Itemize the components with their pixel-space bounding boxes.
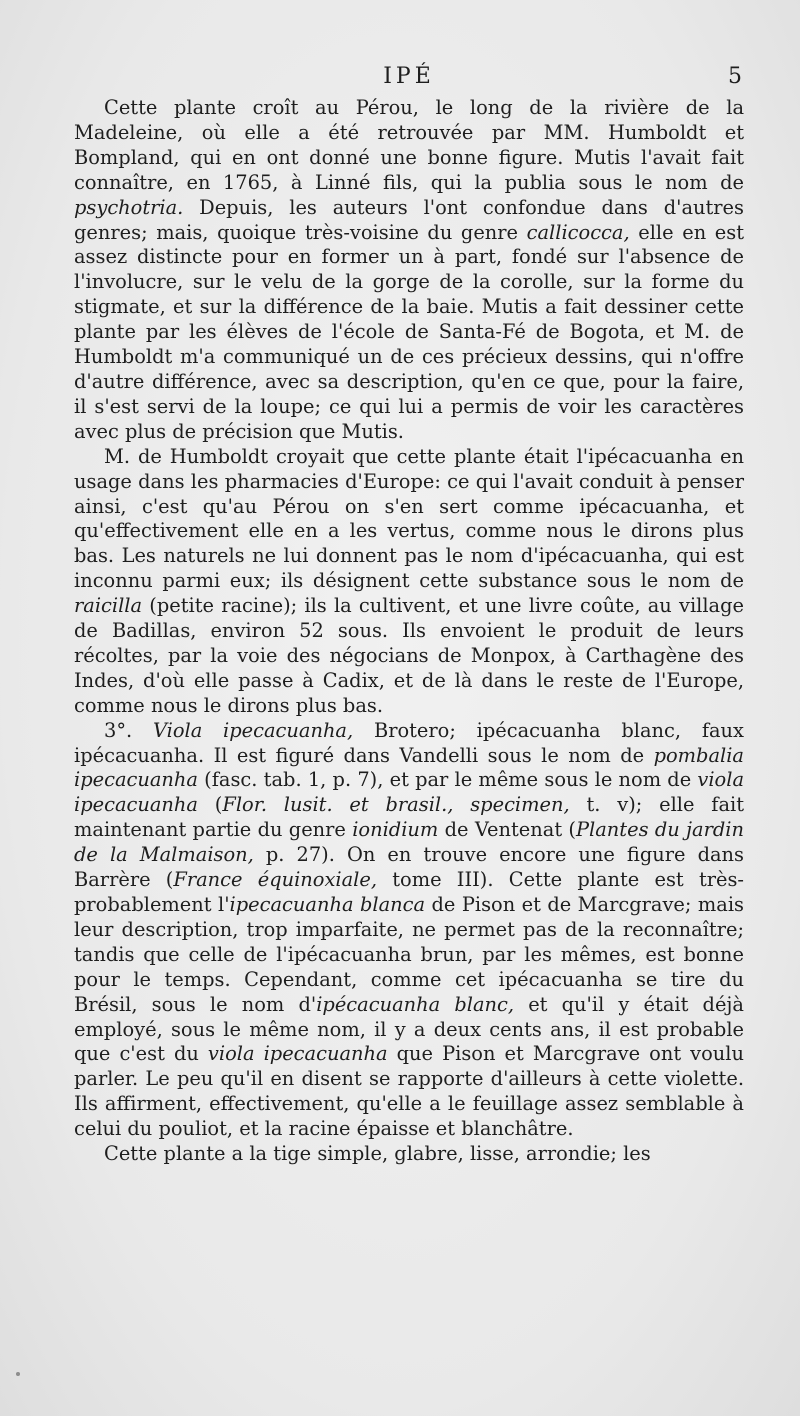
- text-run: (: [197, 793, 223, 817]
- italic-run: Flor. lusit. et brasil., specimen,: [222, 793, 570, 817]
- text-run: 3°.: [104, 718, 153, 742]
- italic-run: Plantes du jardin de la Malmaison,: [74, 818, 744, 867]
- paragraph: [74, 96, 744, 445]
- italic-run: ipecacuanha blanca: [229, 893, 426, 916]
- italic-run: pombalia ipecacuanha: [74, 743, 744, 792]
- text-run: elle en est assez distincte pour en former un à part, fondé sur l'absence de l'involucre, sur le velu de la gorge de la corolle, sur la forme du stigmate, et sur la différence de la baie. Mutis a fait dessiner cette plante par les élèves de l'école de Santa-Fé de Bogota, et M. de Humboldt m'a communiqué un de ces précieux dessins, qui n'offre d'autre différence, avec sa description, qu'en ce que, pour la faire, il s'est servi de la loupe; ce qui lui a permis de voir les caractères avec plus de précision que Mutis.: [74, 220, 744, 443]
- paragraph: [74, 719, 744, 1142]
- text-run: de Pison et de Marcgrave; mais leur description, trop imparfaite, ne permet pas de la reconnaître; tandis que celle de l'ipécacuanha brun, par les mêmes, est bonne pour le temps. Cependant, comme cet ipécacuanha se tire du Brésil, sous le nom d': [74, 893, 744, 1016]
- text-run: p. 27). On en trouve encore une figure dans Barrère (: [74, 843, 744, 892]
- text-run: et qu'il y était déjà employé, sous le même nom, il y a deux cents ans, il est probable que c'est du: [74, 992, 744, 1066]
- italic-run: callicocca,: [526, 220, 630, 244]
- page-header: [74, 62, 744, 96]
- running-title: IPÉ: [383, 64, 435, 89]
- italic-run: viola ipecacuanha: [74, 768, 744, 817]
- italic-run: France équinoxiale,: [173, 868, 377, 892]
- text-run: tome III). Cette plante est très-probablement l': [74, 868, 744, 916]
- text-run: Brotero; ipécacuanha blanc, faux ipécacuanha. Il est figuré dans Vandelli sous le nom de: [74, 718, 744, 767]
- text-run: (fasc. tab. 1, p. 7), et par le même sous le nom de: [197, 768, 698, 792]
- paper-speck: [16, 1372, 20, 1376]
- paragraph: [74, 1142, 744, 1167]
- text-run: (petite racine); ils la cultivent, et une livre coûte, au village de Badillas, environ 52 sous. Ils envoient le produit de leurs récoltes, par la voie des négocians de Monpox, à Carthagène des Indes, d'où elle passe à Cadix, et de là dans le reste de l'Europe, comme nous le dirons plus bas.: [74, 594, 744, 717]
- italic-run: psychotria.: [74, 195, 184, 219]
- text-run: Depuis, les auteurs l'ont confondue dans d'autres genres; mais, quoique très-voisine du genre: [74, 195, 744, 244]
- italic-run: ipécacuanha blanc,: [316, 992, 515, 1016]
- italic-run: raicilla: [74, 594, 143, 618]
- italic-run: Viola ipecacuanha,: [152, 718, 354, 742]
- page-number: 5: [728, 64, 742, 89]
- paragraph: [74, 445, 744, 719]
- body-text: [74, 96, 744, 1167]
- text-run: de Ventenat (: [438, 818, 576, 842]
- text-run: que Pison et Marcgrave ont voulu parler. Le peu qu'il en disent se rapporte d'ailleurs à cette violette. Ils affirment, effectivement, qu'elle a le feuillage assez semblable à celui du pouliot, et la racine épaisse et blanchâtre.: [74, 1042, 744, 1141]
- italic-run: ionidium: [352, 818, 439, 842]
- italic-run: viola ipecacuanha: [207, 1042, 388, 1066]
- text-run: t. v); elle fait maintenant partie du genre: [74, 793, 745, 842]
- text-run: Cette plante croît au Pérou, le long de la rivière de la Madeleine, où elle a été retrouvée par MM. Humboldt et Bompland, qui en ont donné une bonne figure. Mutis l'avait fait connaître, en 1765, à Linné fils, qui la publia sous le nom de: [74, 96, 744, 194]
- text-run: Cette plante a la tige simple, glabre, lisse, arrondie; les: [104, 1142, 651, 1166]
- text-run: M. de Humboldt croyait que cette plante était l'ipécacuanha en usage dans les pharmacies d'Europe: ce qui l'avait conduit à penser ainsi, c'est qu'au Pérou on s'en sert comme ipécacuanha, et qu'effectivement elle en a les vertus, comme nous le dirons plus bas. Les naturels ne lui donnent pas le nom d'ipécacuanha, qui est inconnu parmi eux; ils désignent cette substance sous le nom de: [74, 444, 744, 593]
